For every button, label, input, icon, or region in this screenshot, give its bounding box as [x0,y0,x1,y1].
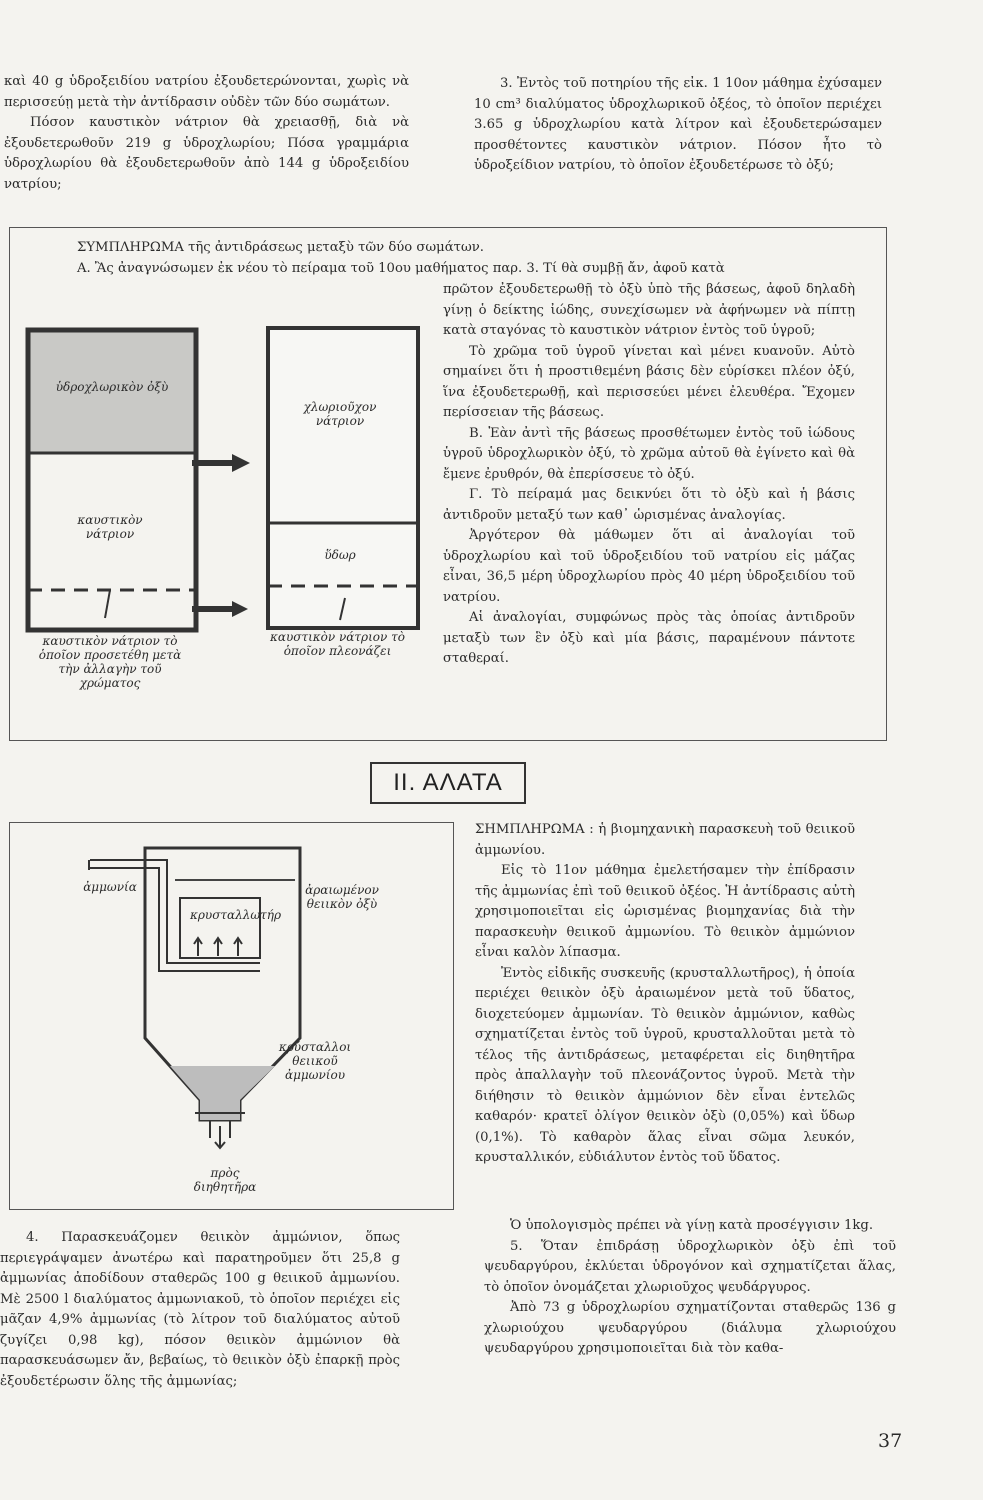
paragraph: πρῶτον ἐξουδετερωθῇ τὸ ὀξὺ ὑπὸ τῆς βάσεως, ἀφοῦ δηλαδὴ γίνῃ ὁ δείκτης ἰώδης, συνεχίσωμεν νὰ ἀφήνωμεν νὰ πίπτῃ κατὰ σταγόνας τὸ καυστικὸν νάτριον ἐντὸς τοῦ ὑγροῦ; [443,282,855,338]
paragraph: Ἀπὸ 73 g ὑδροχλωρίου σχηματίζονται σταθερῶς 136 g χλωριούχου ψευδαργύρου (διάλυμα χλωριούχου ψευδαργύρου χρησιμοποιεῖται διὰ τὸν καθα- [484,1300,896,1356]
paragraph: 3. Ἐντὸς τοῦ ποτηρίου τῆς εἰκ. 1 10ον μάθημα ἐχύσαμεν 10 cm³ διαλύματος ὑδροχλωρικοῦ ὀξέος, τὸ ὁποῖον περιέχει 3.65 g ὑδροχλωρίου κατὰ λίτρον καὶ ἐξουδετερώσαμεν προσθέτοντες καυστικὸν νάτριον. Πόσον ἦτο τὸ ὑδροξείδιον νατρίου, τὸ ὁποῖον ἐξουδετέρωσε τὸ ὀξύ; [474,76,882,173]
right-beaker [268,328,418,628]
paragraph: Ἀργότερον θὰ μάθωμεν ὅτι αἱ ἀναλογίαι τοῦ ὑδροχλωρίου καὶ τοῦ ὑδροξειδίου τοῦ νατρίου εἰς μάζας εἶναι, 36,5 μέρη ὑδροχλωρίου πρὸς 40 μέρη ὑδροξειδίου τοῦ νατρίου. [443,528,855,605]
arrow-down-icon [215,1126,225,1148]
crystals-fill [170,1066,275,1120]
paragraph: Γ. Τὸ πείραμά μας δεικνύει ὅτι τὸ ὀξὺ καὶ ἡ βάσις ἀντιδροῦν μεταξύ των καθ᾽ ὡρισμένας ἀναλογίας. [443,487,855,523]
section-title: ΙΙ. ΑΛΑΤΑ [370,762,526,804]
box2-text [475,820,855,1169]
top-left-text [4,72,409,195]
paragraph: Αἱ ἀναλογίαι, συμφώνως πρὸς τὰς ὁποίας ἀντιδροῦν μεταξὺ των ἓν ὀξὺ καὶ μία βάσις, παραμένουν πάντοτε σταθεραί. [443,610,855,666]
bottom-right-text [484,1216,896,1360]
box1-text [443,280,855,670]
label-ammonia: ἀμμωνία [83,880,137,894]
label-dilute-acid: ἀραιωμένον θειικὸν ὀξὺ [305,883,379,911]
neutralization-figure [20,318,430,648]
caption-right: καυστικὸν νάτριον τὸ ὁποῖον πλεονάζει [270,630,405,658]
paragraph: Τὸ χρῶμα τοῦ ὑγροῦ γίνεται καὶ μένει κυανοῦν. Αὐτὸ σημαίνει ὅτι ἡ προστιθεμένη βάσις δὲν εὑρίσκει πλέον ὀξύ, ἵνα ἐξουδετερωθῇ, καὶ περισσεύει μένει ἐλευθέρα. Ἔχομεν περίσσειαν τῆς βάσεως. [443,343,855,420]
caption-left: καυστικὸν νάτριον τὸ ὁποῖον προσετέθη μετὰ τὴν ἀλλαγὴν τοῦ χρώματος [38,634,182,690]
paragraph: 5. Ὅταν ἐπιδράσῃ ὑδροχλωρικὸν ὀξὺ ἐπὶ τοῦ ψευδαργύρου, ἐκλύεται ὑδρογόνον καὶ σχηματίζεται ἅλας, τὸ ὁποῖον ὀνομάζεται χλωριοῦχος ψευδάργυρος. [484,1238,896,1295]
paragraph: 4. Παρασκευάζομεν θειικὸν ἀμμώνιον, ὅπως περιεγράψαμεν ἀνωτέρω καὶ παρατηροῦμεν ὅτι 25,8 g ἀμμωνίας ἀποδίδουν σταθερῶς 100 g θειικοῦ ἀμμωνίου. Μὲ 2500 l διαλύματος ἀμμωνιακοῦ, τὸ ὁποῖον περιέχει εἰς μᾶζαν 4,9% ἀμμωνίας (τὸ λίτρον τοῦ διαλύματος αὐτοῦ ζυγίζει 0,98 kg), πόσον θειικὸν ἀμμώνιον θὰ παρασκευάσωμεν ἄν, βεβαίως, τὸ θειικὸν ὀξὺ ἐπαρκῇ πρὸς ἐξουδετέρωσιν ὅλης τῆς ἀμμωνίας; [0,1230,400,1389]
crystallizer-tray [180,898,282,958]
paragraph: Ὁ ὑπολογισμὸς πρέπει νὰ γίνῃ κατὰ προσέγγισιν 1kg. [510,1218,874,1233]
label-salt: χλωριοῦχον νάτριον [303,400,377,428]
paragraph: Εἰς τὸ 11ον μάθημα ἐμελετήσαμεν τὴν ἐπίδρασιν τῆς ἀμμωνίας ἐπὶ τοῦ θειικοῦ ὀξέος. Ἡ ἀντίδρασις αὐτὴ χρησιμοποιεῖται εἰς ὡρισμένας βιομηχανίας διὰ τὴν παρασκευὴν θειικοῦ ἀμμωνίου. Τὸ θειικὸν ἀμμώνιον εἶναι καλὸν λίπασμα. [475,863,855,960]
label-to-filter: πρὸς διηθητῆρα [193,1166,257,1194]
box1-heading-block [77,238,877,279]
box1-intro: Α. Ἂς ἀναγνώσωμεν ἐκ νέου τὸ πείραμα τοῦ 10ου μαθήματος παρ. 3. Τί θὰ συμβῇ ἄν, ἀφοῦ κατὰ [77,260,725,276]
label-water: ὕδωρ [324,548,356,562]
box1-heading: ΣΥΜΠΛΗΡΩΜΑ τῆς ἀντιδράσεως μεταξὺ τῶν δύο σωμάτων. [77,240,484,255]
label-acid: ὑδροχλωρικὸν ὀξὺ [55,380,169,394]
paragraph: καὶ 40 g ὑδροξειδίου νατρίου ἐξουδετερώνονται, χωρὶς νὰ περισσεύῃ μετὰ τὴν ἀντίδρασιν οὐδὲν τῶν δύο σωμάτων. [4,74,409,110]
arrow-up-icon [194,938,242,956]
page-number: 37 [878,1430,903,1452]
drop-stem [105,590,110,618]
arrow-icon [192,454,250,472]
label-base: καυστικὸν νάτριον [77,513,143,541]
label-crystallizer: κρυσταλλωτήρ [190,908,282,922]
arrow-icon [192,601,248,617]
paragraph: Β. Ἐὰν ἀντὶ τῆς βάσεως προσθέτωμεν ἐντὸς τοῦ ἰώδους ὑγροῦ ὑδροχλωρικὸν ὀξύ, τὸ χρῶμα αὐτοῦ θὰ ἐγίνετο καὶ θὰ ἔμενε ἐρυθρόν, θὰ ἐπερίσσευε τὸ ὀξύ. [443,425,855,482]
paragraph: Ἐντὸς εἰδικῆς συσκευῆς (κρυσταλλωτῆρος), ἡ ὁποία περιέχει θειικὸν ὀξὺ ἀραιωμένον μετὰ τοῦ ὕδατος, διοχετεύομεν ἀμμωνίαν. Τὸ θειικὸν ἀμμώνιον, καθὼς σχηματίζεται ἐντὸς τοῦ ὑγροῦ, κρυσταλλοῦται μετὰ τὸ τέλος τῆς ἀντιδράσεως, μεταφέρεται εἰς διηθητῆρα πρὸς ἀπαλλαγὴν τοῦ πλεονάζοντος ὑγροῦ. Μετὰ τὴν διήθησιν τὸ θειικὸν ἀμμώνιον δὲν εἶναι ἐντελῶς καθαρόν· κρατεῖ ὀλίγον θειικὸν ὀξὺ (0,05%) καὶ ὕδωρ (0,1%). Τὸ καθαρὸν ἅλας εἶναι σῶμα λευκόν, κρυσταλλικόν, εὐδιάλυτον ἐντὸς τοῦ ὕδατος. [475,965,855,1165]
box2-heading: ΣΗΜΠΛΗΡΩΜΑ : ἡ βιομηχανικὴ παρασκευὴ τοῦ θειικοῦ ἀμμωνίου. [475,822,855,858]
top-right-text [474,74,882,177]
label-crystals: κρύσταλλοι θειικοῦ ἀμμωνίου [278,1040,352,1082]
bottom-left-text [0,1228,400,1392]
paragraph: Πόσον καυστικὸν νάτριον θὰ χρειασθῇ, διὰ νὰ ἐξουδετερωθοῦν 219 g ὑδροχλωρίου; Πόσα γραμμάρια ὑδροχλωρίου θὰ ἐξουδετερωθοῦν ἀπὸ 144 g ὑδροξειδίου νατρίου; [4,115,409,192]
